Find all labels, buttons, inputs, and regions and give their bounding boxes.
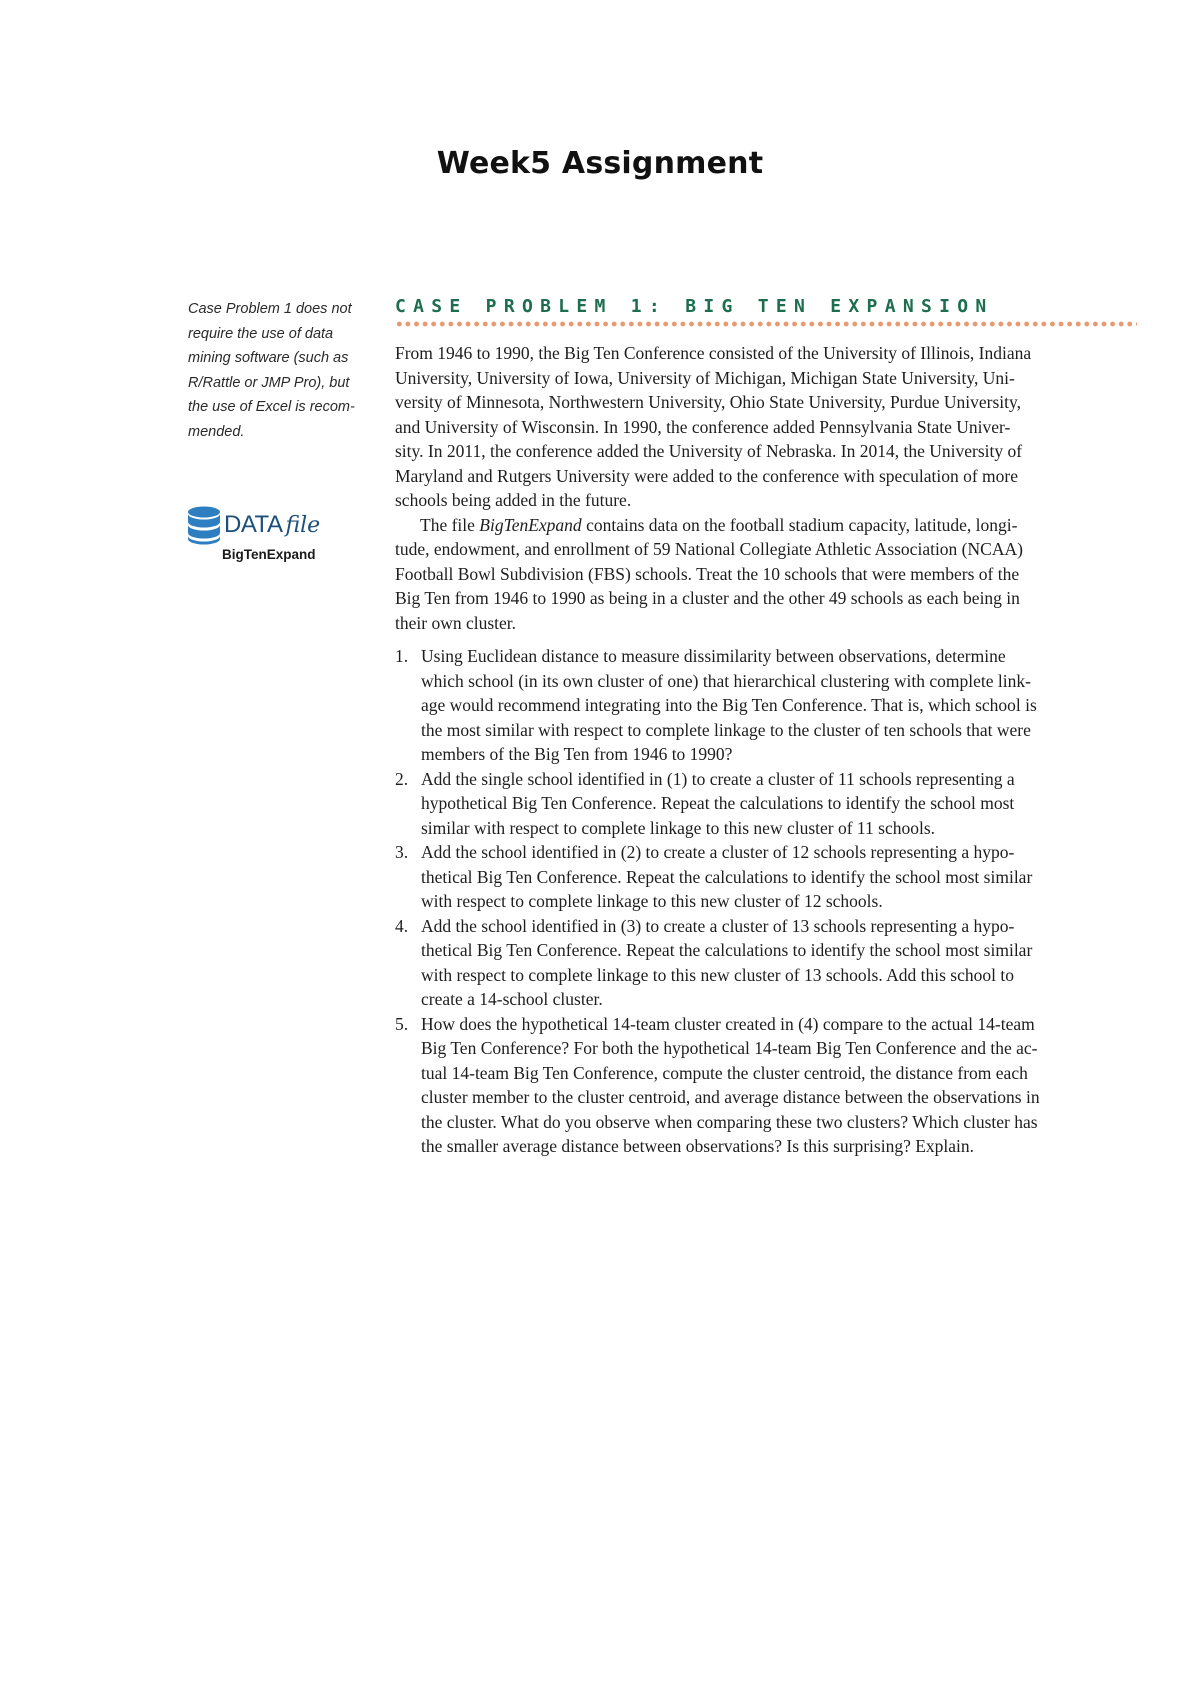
sidebar-note-line: require the use of data [188,325,334,342]
text-line: Football Bowl Subdivision (FBS) schools. Treat the 10 schools that were members of the [395,563,1020,584]
text-line: tual 14-team Big Ten Conference, compute the cluster centroid, the distance from each [421,1062,1028,1083]
text-line: Add the single school identified in (1) to create a cluster of 11 schools representing a [421,768,1015,789]
sidebar-note-line: mining software (such as [188,350,349,366]
text-line: with respect to complete linkage to this new cluster of 13 schools. Add this school to [421,964,1014,985]
text-line: their own cluster. [395,612,517,633]
sidebar-note-line: Case Problem 1 does not [188,301,352,317]
sidebar-note [188,297,373,444]
text-line: versity of Minnesota, Northwestern University, Ohio State University, Purdue University, [395,392,1022,412]
text-line: cluster member to the cluster centroid, and average distance between the observations in [421,1087,1040,1107]
text-line: the smaller average distance between observations? Is this surprising? Explain. [421,1136,975,1156]
text-line [395,513,1140,538]
text-line: age would recommend integrating into the Big Ten Conference. That is, which school is [421,695,1037,715]
text-line: thetical Big Ten Conference. Repeat the calculations to identify the school most similar [421,940,1033,960]
case-problem-heading: CASE PROBLEM 1: BIG TEN EXPANSION [395,296,994,317]
question-item [395,914,1140,1012]
datafile-reference: BigTenExpand [479,514,582,535]
text-line: Big Ten Conference? For both the hypothetical 14-team Big Ten Conference and the ac- [421,1038,1038,1058]
text-line: University, University of Iowa, University of Michigan, Michigan State University, Uni- [395,367,1015,388]
text-line: thetical Big Ten Conference. Repeat the calculations to identify the school most similar [421,866,1033,887]
paragraph-data-description [395,513,1140,636]
question-item [395,644,1140,767]
question-number: 4. [395,915,409,936]
question-item [395,1012,1140,1159]
sidebar-note-line: R/Rattle or JMP Pro), but [188,374,350,391]
text-line: From 1946 to 1990, the Big Ten Conference consisted of the University of Illinois, Indiana [395,343,1032,363]
text-line: Add the school identified in (2) to create a cluster of 12 schools representing a hypo- [421,842,1015,862]
dotted-divider [395,320,1137,328]
text-line: Add the school identified in (3) to create a cluster of 13 schools representing a hypo- [421,915,1015,936]
page-title: Week5 Assignment [436,146,764,181]
text-line: schools being added in the future. [395,490,632,510]
text-line: Using Euclidean distance to measure dissimilarity between observations, determine [421,646,1006,666]
text-line: and University of Wisconsin. In 1990, the conference added Pennsylvania State Univer- [395,416,1011,437]
text-line: the most similar with respect to complete linkage to the cluster of ten schools that were [421,719,1031,740]
paragraph-intro [395,341,1140,513]
text-fragment: The file [420,514,480,535]
text-line: with respect to complete linkage to this new cluster of 12 schools. [421,891,883,911]
text-line: sity. In 2011, the conference added the University of Nebraska. In 2014, the University of [395,441,1023,461]
datafile-label: DATA [224,511,283,538]
text-line: tude, endowment, and enrollment of 59 National Collegiate Athletic Association (NCAA) [395,539,1023,559]
datafile-file-label: file [285,512,321,538]
text-line: hypothetical Big Ten Conference. Repeat the calculations to identify the school most [421,793,1015,813]
datafile-name: BigTenExpand [222,547,316,562]
question-number: 5. [395,1013,409,1034]
text-fragment: contains data on the football stadium capacity, latitude, longi- [581,514,1018,535]
text-line: members of the Big Ten from 1946 to 1990? [421,744,733,764]
text-line: similar with respect to complete linkage to this new cluster of 11 schools. [421,817,936,838]
text-line: which school (in its own cluster of one) that hierarchical clustering with complete link- [421,670,1031,691]
sidebar-note-line: the use of Excel is recom- [188,399,355,415]
question-number: 3. [395,842,409,862]
case-problem-body [395,341,1140,1159]
question-item [395,840,1140,914]
text-line: Maryland and Rutgers University were added to the conference with speculation of more [395,465,1018,486]
datafile-badge [186,505,336,562]
question-list [395,644,1140,1159]
question-number: 1. [395,646,409,666]
text-line: the cluster. What do you observe when comparing these two clusters? Which cluster has [421,1111,1038,1132]
text-line: create a 14-school cluster. [421,989,603,1009]
question-number: 2. [395,768,409,789]
text-line: Big Ten from 1946 to 1990 as being in a cluster and the other 49 schools as each being in [395,588,1020,608]
sidebar-note-line: mended. [188,423,245,440]
question-item [395,767,1140,841]
text-line: How does the hypothetical 14-team cluster created in (4) compare to the actual 14-team [421,1013,1035,1034]
database-icon [186,505,222,545]
